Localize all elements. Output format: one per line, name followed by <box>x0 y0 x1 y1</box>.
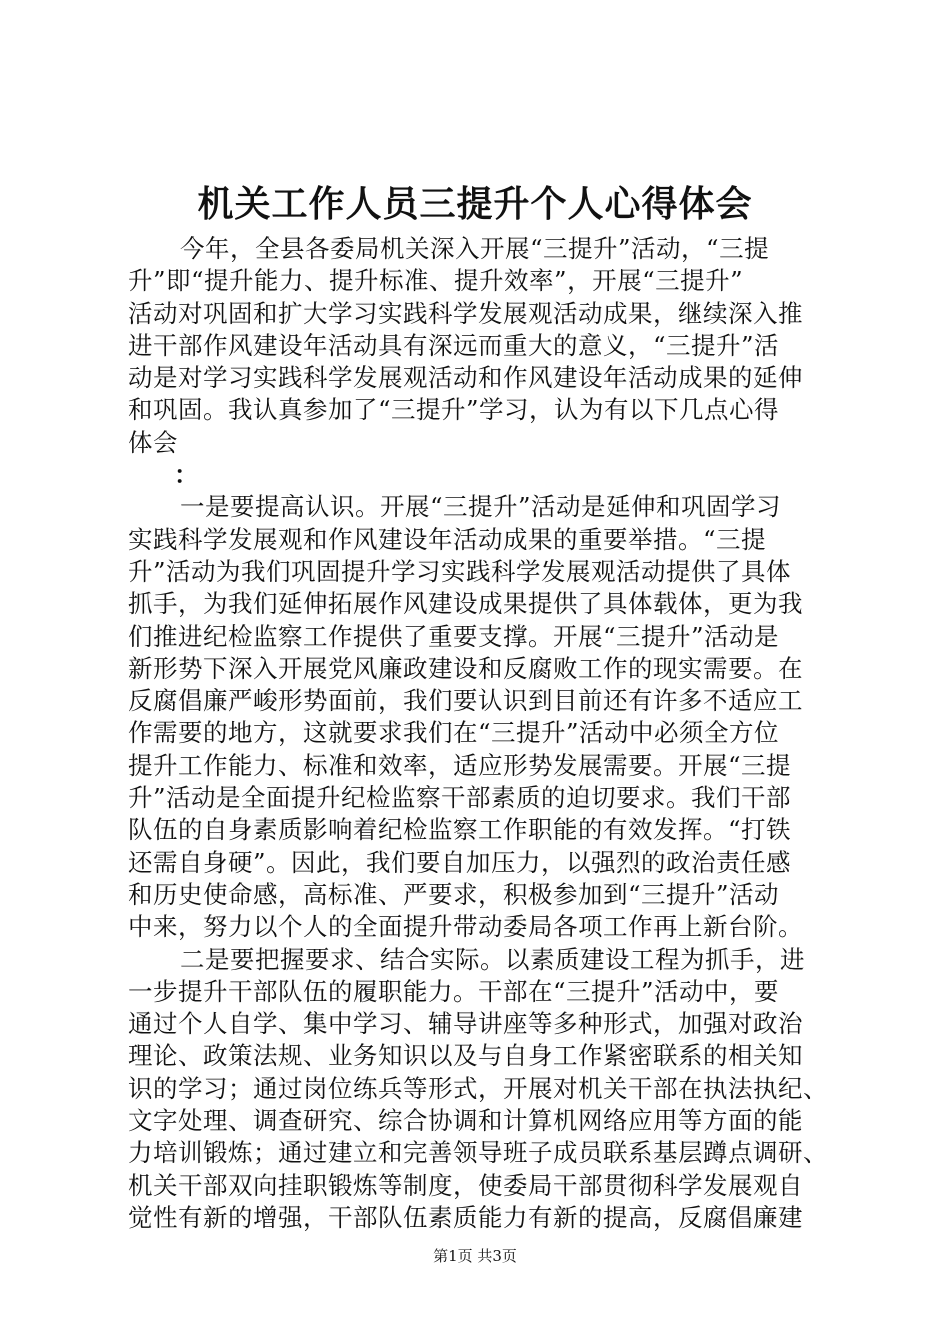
page-footer: 第1页 共3页 <box>433 1247 517 1265</box>
paragraph-line: 作需要的地方，这就要求我们在“三提升”活动中必须全方位 <box>128 718 780 748</box>
paragraph-line: 抓手，为我们延伸拓展作风建设成果提供了具体载体，更为我 <box>128 589 803 619</box>
paragraph-line: 升”即“提升能力、提升标准、提升效率”，开展“三提升” <box>128 266 744 296</box>
paragraph-line: 队伍的自身素质影响着纪检监察工作职能的有效发挥。“打铁 <box>128 815 792 845</box>
paragraph-line: 和历史使命感，高标准、严要求，积极参加到“三提升”活动 <box>128 879 780 909</box>
paragraph-line: 理论、政策法规、业务知识以及与自身工作紧密联系的相关知 <box>128 1041 803 1071</box>
paragraph-line: 一是要提高认识。开展“三提升”活动是延伸和巩固学习 <box>180 492 782 522</box>
paragraph-line: 一步提升干部队伍的履职能力。干部在“三提升”活动中，要 <box>128 976 780 1006</box>
paragraph-line: 反腐倡廉严峻形势面前，我们要认识到目前还有许多不适应工 <box>128 686 803 716</box>
paragraph-line: 升”活动是全面提升纪检监察干部素质的迫切要求。我们干部 <box>128 783 792 813</box>
paragraph-line: 们推进纪检监察工作提供了重要支撑。开展“三提升”活动是 <box>128 621 780 651</box>
paragraph-line: 文字处理、调查研究、综合协调和计算机网络应用等方面的能 <box>128 1106 803 1136</box>
paragraph-line: 体会 <box>128 427 178 457</box>
paragraph-line: 提升工作能力、标准和效率，适应形势发展需要。开展“三提 <box>128 750 792 780</box>
paragraph-line: 升”活动为我们巩固提升学习实践科学发展观活动提供了具体 <box>128 556 792 586</box>
paragraph-line: 活动对巩固和扩大学习实践科学发展观活动成果，继续深入推 <box>128 298 803 328</box>
paragraph-line: 中来，努力以个人的全面提升带动委局各项工作再上新台阶。 <box>128 912 803 942</box>
paragraph-line: 二是要把握要求、结合实际。以素质建设工程为抓手，进 <box>180 944 805 974</box>
paragraph-line: 通过个人自学、集中学习、辅导讲座等多种形式，加强对政治 <box>128 1009 803 1039</box>
paragraph-line: 觉性有新的增强，干部队伍素质能力有新的提高，反腐倡廉建 <box>128 1202 803 1232</box>
paragraph-line: 识的学习；通过岗位练兵等形式，开展对机关干部在执法执纪、 <box>128 1073 828 1103</box>
paragraph-line: 新形势下深入开展党风廉政建设和反腐败工作的现实需要。在 <box>128 653 803 683</box>
paragraph-line: 实践科学发展观和作风建设年活动成果的重要举措。“三提 <box>128 524 767 554</box>
paragraph-line: ： <box>174 460 199 490</box>
paragraph-line: 和巩固。我认真参加了“三提升”学习，认为有以下几点心得 <box>128 395 780 425</box>
paragraph-line: 进干部作风建设年活动具有深远而重大的意义，“三提升”活 <box>128 330 780 360</box>
paragraph-line: 今年，全县各委局机关深入开展“三提升”活动，“三提 <box>180 234 770 263</box>
document-title: 机关工作人员三提升个人心得体会 <box>197 183 753 225</box>
paragraph-line: 力培训锻炼；通过建立和完善领导班子成员联系基层蹲点调研、 <box>128 1138 828 1168</box>
paragraph-line: 动是对学习实践科学发展观活动和作风建设年活动成果的延伸 <box>128 363 803 393</box>
paragraph-line: 还需自身硬”。因此，我们要自加压力，以强烈的政治责任感 <box>128 847 792 877</box>
paragraph-line: 机关干部双向挂职锻炼等制度，使委局干部贯彻科学发展观自 <box>128 1170 803 1200</box>
document-body <box>128 233 832 1234</box>
